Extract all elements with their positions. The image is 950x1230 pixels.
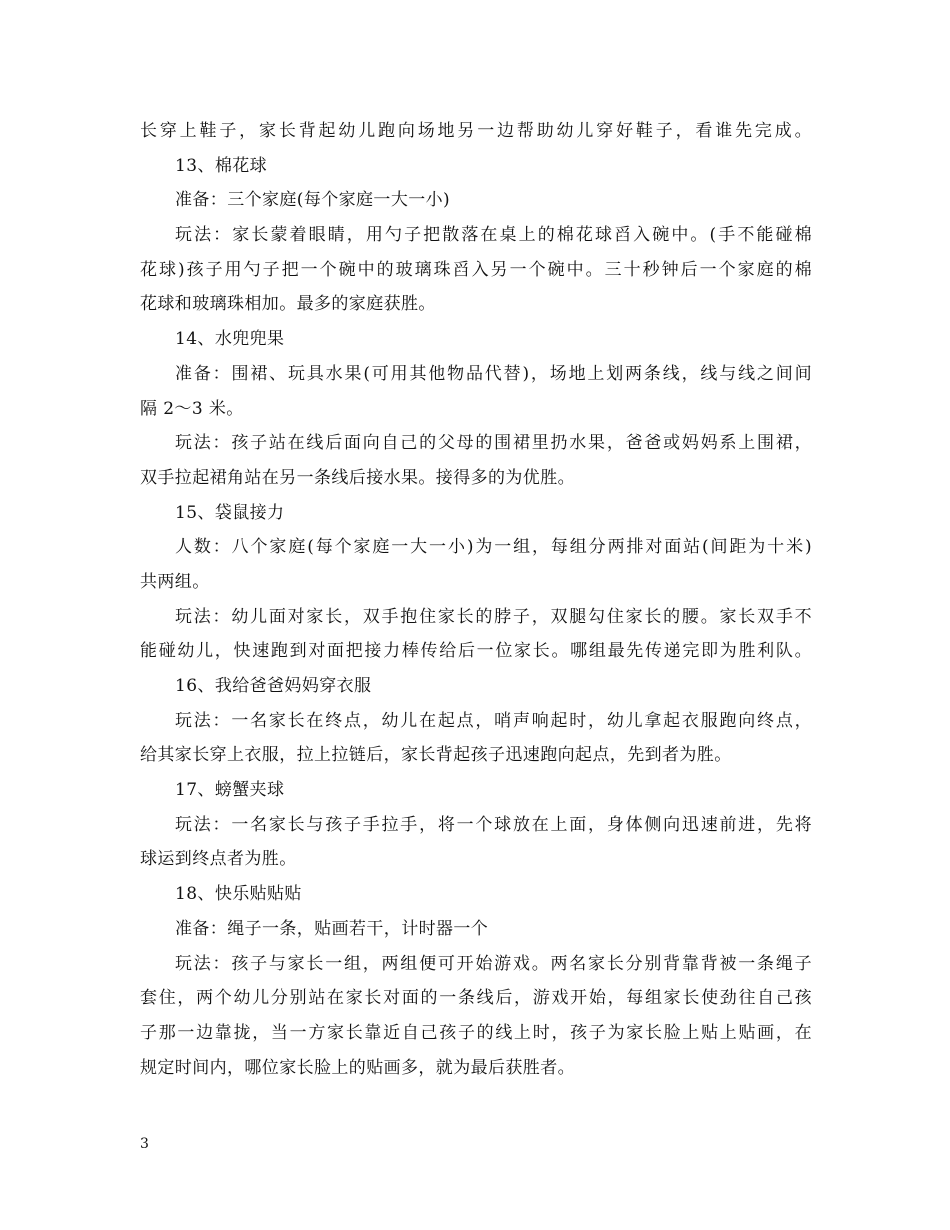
document-body [140, 114, 812, 1085]
paragraph-line: 玩法：一名家长与孩子手拉手，将一个球放在上面，身体侧向迅速前进，先将 [175, 814, 812, 835]
paragraph-line: 能碰幼儿，快速跑到对面把接力棒传给后一位家长。哪组最先传递完即为胜利队。 [140, 641, 812, 662]
paragraph-line: 玩法：孩子与家长一组，两组便可开始游戏。两名家长分别背靠背被一条绳子 [175, 953, 812, 974]
paragraph-line: 子那一边靠拢，当一方家长靠近自己孩子的线上时，孩子为家长脸上贴上贴画，在 [140, 1022, 812, 1043]
paragraph-line: 玩法：幼儿面对家长，双手抱住家长的脖子，双腿勾住家长的腰。家长双手不 [175, 606, 812, 627]
paragraph-line: 给其家长穿上衣服，拉上拉链后，家长背起孩子迅速跑向起点，先到者为胜。 [140, 745, 732, 766]
paragraph-line: 人数：八个家庭(每个家庭一大一小)为一组，每组分两排对面站(间距为十米) [175, 537, 812, 558]
paragraph-line: 球运到终点者为胜。 [140, 849, 297, 870]
page-number: 3 [140, 1136, 149, 1152]
paragraph-line: 隔 2～3 米。 [140, 398, 244, 419]
paragraph-line: 玩法：孩子站在线后面向自己的父母的围裙里扔水果，爸爸或妈妈系上围裙， [175, 433, 812, 454]
paragraph-line: 双手拉起裙角站在另一条线后接水果。接得多的为优胜。 [140, 467, 575, 488]
paragraph-line: 花球和玻璃珠相加。最多的家庭获胜。 [140, 294, 436, 315]
paragraph-line: 规定时间内，哪位家长脸上的贴画多，就为最后获胜者。 [140, 1057, 575, 1078]
section-heading-happy-stickers: 18、快乐贴贴贴 [175, 884, 302, 905]
section-heading-crab-ball: 17、螃蟹夹球 [175, 780, 285, 801]
paragraph-line: 准备：三个家庭(每个家庭一大一小) [175, 190, 451, 211]
section-heading-dress-parents: 16、我给爸爸妈妈穿衣服 [175, 676, 372, 696]
paragraph-line: 准备：围裙、玩具水果(可用其他物品代替)，场地上划两条线，线与线之间间 [175, 363, 812, 384]
paragraph-line: 套住，两个幼儿分别站在家长对面的一条线后，游戏开始，每组家长使劲往自己孩 [140, 988, 812, 1009]
paragraph-line: 花球)孩子用勺子把一个碗中的玻璃珠舀入另一个碗中。三十秒钟后一个家庭的棉 [140, 259, 812, 280]
paragraph-line: 玩法：家长蒙着眼睛，用勺子把散落在桌上的棉花球舀入碗中。(手不能碰棉 [175, 225, 812, 246]
paragraph-line: 玩法：一名家长在终点，幼儿在起点，哨声响起时，幼儿拿起衣服跑向终点， [175, 710, 812, 731]
paragraph-line: 长穿上鞋子，家长背起幼儿跑向场地另一边帮助幼儿穿好鞋子，看谁先完成。 [140, 121, 812, 141]
section-heading-cotton-ball: 13、棉花球 [175, 155, 268, 176]
paragraph-line: 准备：绳子一条，贴画若干，计时器一个 [175, 918, 489, 939]
section-heading-catch-fruit: 14、水兜兜果 [175, 329, 285, 350]
section-heading-kangaroo-relay: 15、袋鼠接力 [175, 502, 285, 523]
paragraph-line: 共两组。 [140, 571, 210, 592]
